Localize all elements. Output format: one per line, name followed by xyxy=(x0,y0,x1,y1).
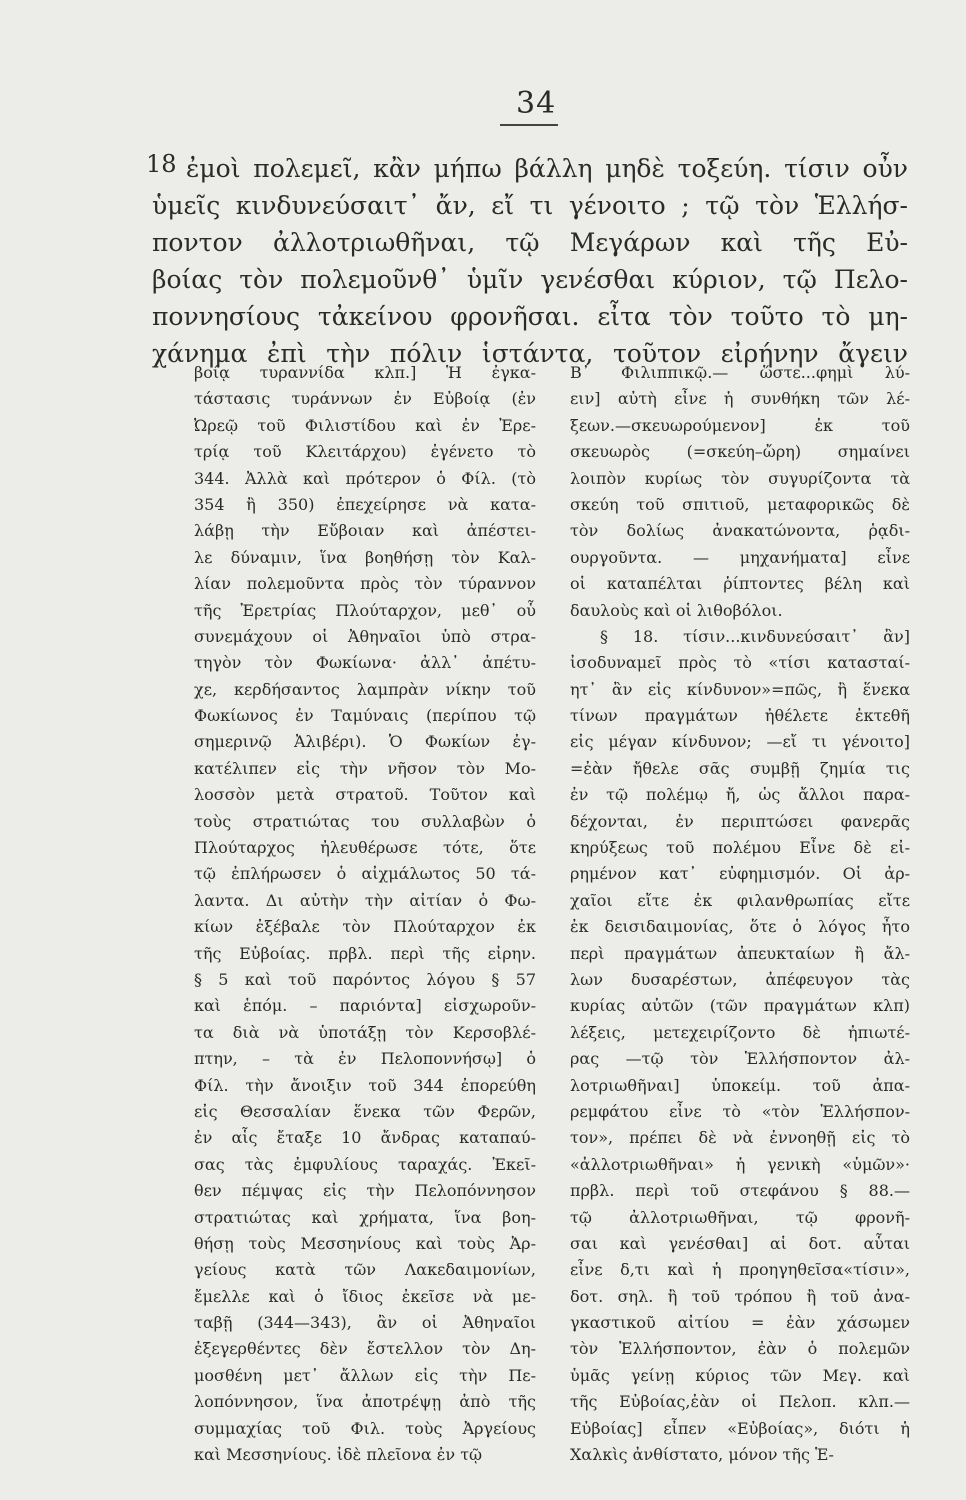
note-line: βοίᾳ τυραννίδα κλπ.] Ἡ ἐγκα- xyxy=(194,363,536,382)
note-line: ρας —τῷ τὸν Ἑλλήσποντον ἀλ- xyxy=(570,1049,910,1069)
note-line: τον», πρέπει δὲ νὰ ἐννοηθῇ εἰς τὸ xyxy=(570,1128,910,1148)
page-number-underline xyxy=(500,124,558,126)
note-line: σκεύη τοῦ σπιτιοῦ, μεταφορικῶς δὲ xyxy=(570,494,910,514)
note-line: ἐν τῷ πολέμῳ ἤ, ὡς ἄλλοι παρα- xyxy=(570,785,910,805)
note-line: ουργοῦντα. — μηχανήματα] εἶνε xyxy=(570,547,910,567)
note-line: λαντα. Δι αὐτὴν τὴν αἰτίαν ὁ Φω- xyxy=(194,890,536,910)
note-line: ρεμφάτου εἶνε τὸ «τὸν Ἑλλήσπον- xyxy=(570,1101,910,1121)
note-line: τίνων πραγμάτων ἠθέλετε ἐκτεθῆ xyxy=(570,706,910,726)
note-line: ἰσοδυναμεῖ πρὸς τὸ «τίσι κατασταί- xyxy=(570,653,910,673)
note-line: οἱ καταπέλται ῥίπτοντες βέλη καὶ xyxy=(570,574,910,594)
note-line: 344. Ἀλλὰ καὶ πρότερον ὁ Φίλ. (τὸ xyxy=(194,468,536,488)
note-line: τὸν δολίως ἀνακατώνοντα, ῥᾳδι- xyxy=(570,521,910,541)
note-line: λίαν πολεμοῦντα πρὸς τὸν τύραννον xyxy=(194,574,536,594)
note-line: Πλούταρχος ἠλευθέρωσε τότε, ὅτε xyxy=(194,838,536,858)
note-line: τάστασις τυράννων ἐν Εὐβοίᾳ (ἐν xyxy=(194,389,536,409)
note-line: συμμαχίας τοῦ Φιλ. τοὺς Ἀργείους xyxy=(194,1418,536,1438)
note-line: τῆς Εὐβοίας,ἐὰν οἱ Πελοπ. κλπ.— xyxy=(570,1392,910,1412)
note-line: «ἀλλοτριωθῆναι» ἡ γενικὴ «ὑμῶν»· xyxy=(570,1154,910,1174)
note-line: δαυλοὺς καὶ οἱ λιθοβόλοι. xyxy=(570,600,783,620)
note-line: σαι καὶ γενέσθαι] αἱ δοτ. αὗται xyxy=(570,1233,910,1253)
note-line: εἰς μέγαν κίνδυνον; —εἴ τι γένοιτο] xyxy=(570,732,910,752)
note-line: σημερινῷ Ἀλιβέρι). Ὁ Φωκίων ἐγ- xyxy=(194,732,536,752)
main-text-line: ποννησίους τἀκείνου φρονῆσαι. εἶτα τὸν τοῦτο τὸ μη- xyxy=(152,302,908,331)
note-line: καὶ ἑπόμ. – παριόντα] εἰσχωροῦν- xyxy=(194,996,536,1016)
note-line: τῆς Εὐβοίας. πρβλ. περὶ τῆς εἰρην. xyxy=(194,943,536,963)
note-line: θεν πέμψας εἰς τὴν Πελοπόννησον xyxy=(194,1181,536,1201)
main-text-line: ποντον ἀλλοτριωθῆναι, τῷ Μεγάρων καὶ τῆς Εὐ- xyxy=(152,228,908,257)
note-line: κυρίας αὐτῶν (τῶν πραγμάτων κλπ) xyxy=(570,996,910,1016)
note-line: =ἐὰν ἤθελε σᾶς συμβῇ ζημία τις xyxy=(570,758,910,778)
note-line: σκευωρὸς (=σκεύη–ὤρη) σημαίνει xyxy=(570,442,910,462)
note-line: ταβῇ (344—343), ἂν οἱ Ἀθηναῖοι xyxy=(194,1313,536,1333)
note-line: τὸν Ἑλλήσποντον, ἐὰν ὁ πολεμῶν xyxy=(570,1339,910,1359)
note-line: ἐκ δεισιδαιμονίας, ὅτε ὁ λόγος ἦτο xyxy=(570,917,910,937)
note-line: Χαλκὶς ἀνθίστατο, μόνον τῆς Ἑ- xyxy=(570,1445,834,1465)
note-line: πτην, – τὰ ἐν Πελοποννήσῳ] ὁ xyxy=(194,1049,536,1069)
note-line: ἐξεγερθέντες δὲν ἔστελλον τὸν Δη- xyxy=(194,1339,536,1359)
note-line: καὶ Μεσσηνίους. ἰδὲ πλεῖονα ἐν τῷ xyxy=(194,1445,483,1465)
note-line: 354 ἢ 350) ἐπεχείρησε νὰ κατα- xyxy=(194,494,536,514)
note-line: τρίᾳ τοῦ Κλειτάρχου) ἐγένετο τὸ xyxy=(194,442,536,462)
note-line: λοτριωθῆναι] ὑποκείμ. τοῦ ἀπα- xyxy=(570,1075,910,1095)
note-line: μοσθένη μετ᾽ ἄλλων εἰς τὴν Πε- xyxy=(194,1365,536,1385)
note-line: ητ᾽ ἂν εἰς κίνδυνον»=πῶς, ἢ ἕνεκα xyxy=(570,679,910,699)
note-line: Ὠρεῷ τοῦ Φιλιστίδου καὶ ἐν Ἐρε- xyxy=(194,415,536,435)
notes-right-column xyxy=(570,360,910,1468)
note-line: ειν] αὐτὴ εἶνε ἡ συνθήκη τῶν λέ- xyxy=(570,389,910,409)
notes-left-column xyxy=(194,360,536,1468)
note-line: τῷ ἀλλοτριωθῆναι, τῷ φρονῆ- xyxy=(570,1207,910,1227)
note-line: τα διὰ νὰ ὑποτάξῃ τὸν Κερσοβλέ- xyxy=(194,1022,536,1042)
note-line: § 18. τίσιν...κινδυνεύσαιτ᾽ ἂν] xyxy=(600,626,910,646)
note-line: γκαστικοῦ αἰτίου = ἐὰν χάσωμεν xyxy=(570,1313,910,1333)
main-text xyxy=(146,150,908,372)
note-line: ἐν αἷς ἔταξε 10 ἄνδρας καταπαύ- xyxy=(194,1128,536,1148)
page-number: 34 xyxy=(516,86,557,121)
note-line: Εὐβοίας] εἶπεν «Εὐβοίας», διότι ἡ xyxy=(570,1418,910,1438)
note-line: τηγὸν τὸν Φωκίωνα· ἀλλ᾽ ἀπέτυ- xyxy=(194,653,536,673)
note-line: Β᾽ Φιλιππικῷ.— ὥστε...φημὶ λύ- xyxy=(570,363,910,382)
note-line: λέξεις, μετεχειρίζοντο δὲ ἠπιωτέ- xyxy=(570,1022,910,1042)
note-line: ὑμᾶς γείνῃ κύριος τῶν Μεγ. καὶ xyxy=(570,1365,910,1385)
note-line: εἰς Θεσσαλίαν ἕνεκα τῶν Φερῶν, xyxy=(194,1101,536,1121)
note-line: κηρύξεως τοῦ πολέμου Εἶνε δὲ εἰ- xyxy=(570,838,910,858)
note-line: κίων ἐξέβαλε τὸν Πλούταρχον ἐκ xyxy=(194,917,536,937)
note-line: δοτ. σηλ. ἢ τοῦ τρόπου ἢ τοῦ ἀνα- xyxy=(570,1286,910,1306)
note-line: δέχονται, ἐν περιπτώσει φανερᾶς xyxy=(570,811,910,831)
main-text-line: ἐμοὶ πολεμεῖ, κἂν μήπω βάλλη μηδὲ τοξεύη. τίσιν οὖν xyxy=(186,154,908,183)
note-line: ἔμελλε καὶ ὁ ἴδιος ἐκεῖσε νὰ με- xyxy=(194,1286,536,1306)
note-line: χαῖοι εἴτε ἐκ φιλανθρωπίας εἴτε xyxy=(570,890,910,910)
note-line: χε, κερδήσαντος λαμπρὰν νίκην τοῦ xyxy=(194,679,536,699)
note-line: § 5 καὶ τοῦ παρόντος λόγου § 57 xyxy=(194,969,536,989)
note-line: τοὺς στρατιώτας του συλλαβὼν ὁ xyxy=(194,811,536,831)
note-line: λων δυσαρέστων, ἀπέφευγον τὰς xyxy=(570,969,910,989)
note-line: τῷ ἐπλήρωσεν ὁ αἰχμάλωτος 50 τά- xyxy=(194,864,536,884)
note-line: συνεμάχουν οἱ Ἀθηναῖοι ὑπὸ στρα- xyxy=(194,626,536,646)
main-text-line: βοίας τὸν πολεμοῦνθ᾽ ὑμῖν γενέσθαι κύριον, τῷ Πελο- xyxy=(152,265,908,294)
note-line: λε δύναμιν, ἵνα βοηθήσῃ τὸν Καλ- xyxy=(194,547,536,567)
note-line: ρημένον κατ᾽ εὐφημισμόν. Οἱ ἀρ- xyxy=(570,864,910,884)
note-line: λοσσὸν μετὰ στρατοῦ. Τοῦτον καὶ xyxy=(194,785,536,805)
note-line: τῆς Ἐρετρίας Πλούταρχον, μεθ᾽ οὗ xyxy=(194,600,536,620)
note-line: θήσῃ τοὺς Μεσσηνίους καὶ τοὺς Ἀρ- xyxy=(194,1233,536,1253)
note-line: λοπόννησον, ἵνα ἀποτρέψῃ ἀπὸ τῆς xyxy=(194,1392,536,1412)
note-line: Φωκίωνος ἐν Ταμύναις (περίπου τῷ xyxy=(194,706,536,726)
note-line: περὶ πραγμάτων ἀπευκταίων ἢ ἄλ- xyxy=(570,943,910,963)
note-line: εἶνε δ,τι καὶ ἡ προηγηθεῖσα«τίσιν», xyxy=(570,1260,910,1280)
note-line: Φίλ. τὴν ἄνοιξιν τοῦ 344 ἐπορεύθη xyxy=(194,1075,536,1095)
note-line: κατέλιπεν εἰς τὴν νῆσον τὸν Μο- xyxy=(194,758,536,778)
note-line: σας τὰς ἐμφυλίους ταραχάς. Ἐκεῖ- xyxy=(194,1154,536,1174)
note-line: λάβῃ τὴν Εὔβοιαν καὶ ἀπέστει- xyxy=(194,521,536,541)
note-line: ξεων.—σκευωρούμενον] ἐκ τοῦ xyxy=(570,415,910,435)
main-text-line: ὑμεῖς κινδυνεύσαιτ᾽ ἄν, εἴ τι γένοιτο ; τῷ τὸν Ἑλλήσ- xyxy=(152,191,908,220)
note-line: πρβλ. περὶ τοῦ στεφάνου § 88.— xyxy=(570,1181,910,1201)
section-number: 18 xyxy=(146,150,177,178)
main-text-line: χάνημα ἐπὶ τὴν πόλιν ἱστάντα, τοῦτον εἰρήνην ἄγειν xyxy=(152,339,908,368)
note-line: λοιπὸν κυρίως τὸν συγυρίζοντα τὰ xyxy=(570,468,910,488)
note-line: στρατιώτας καὶ χρήματα, ἵνα βοη- xyxy=(194,1207,536,1227)
note-line: γείους κατὰ τῶν Λακεδαιμονίων, xyxy=(194,1260,536,1280)
